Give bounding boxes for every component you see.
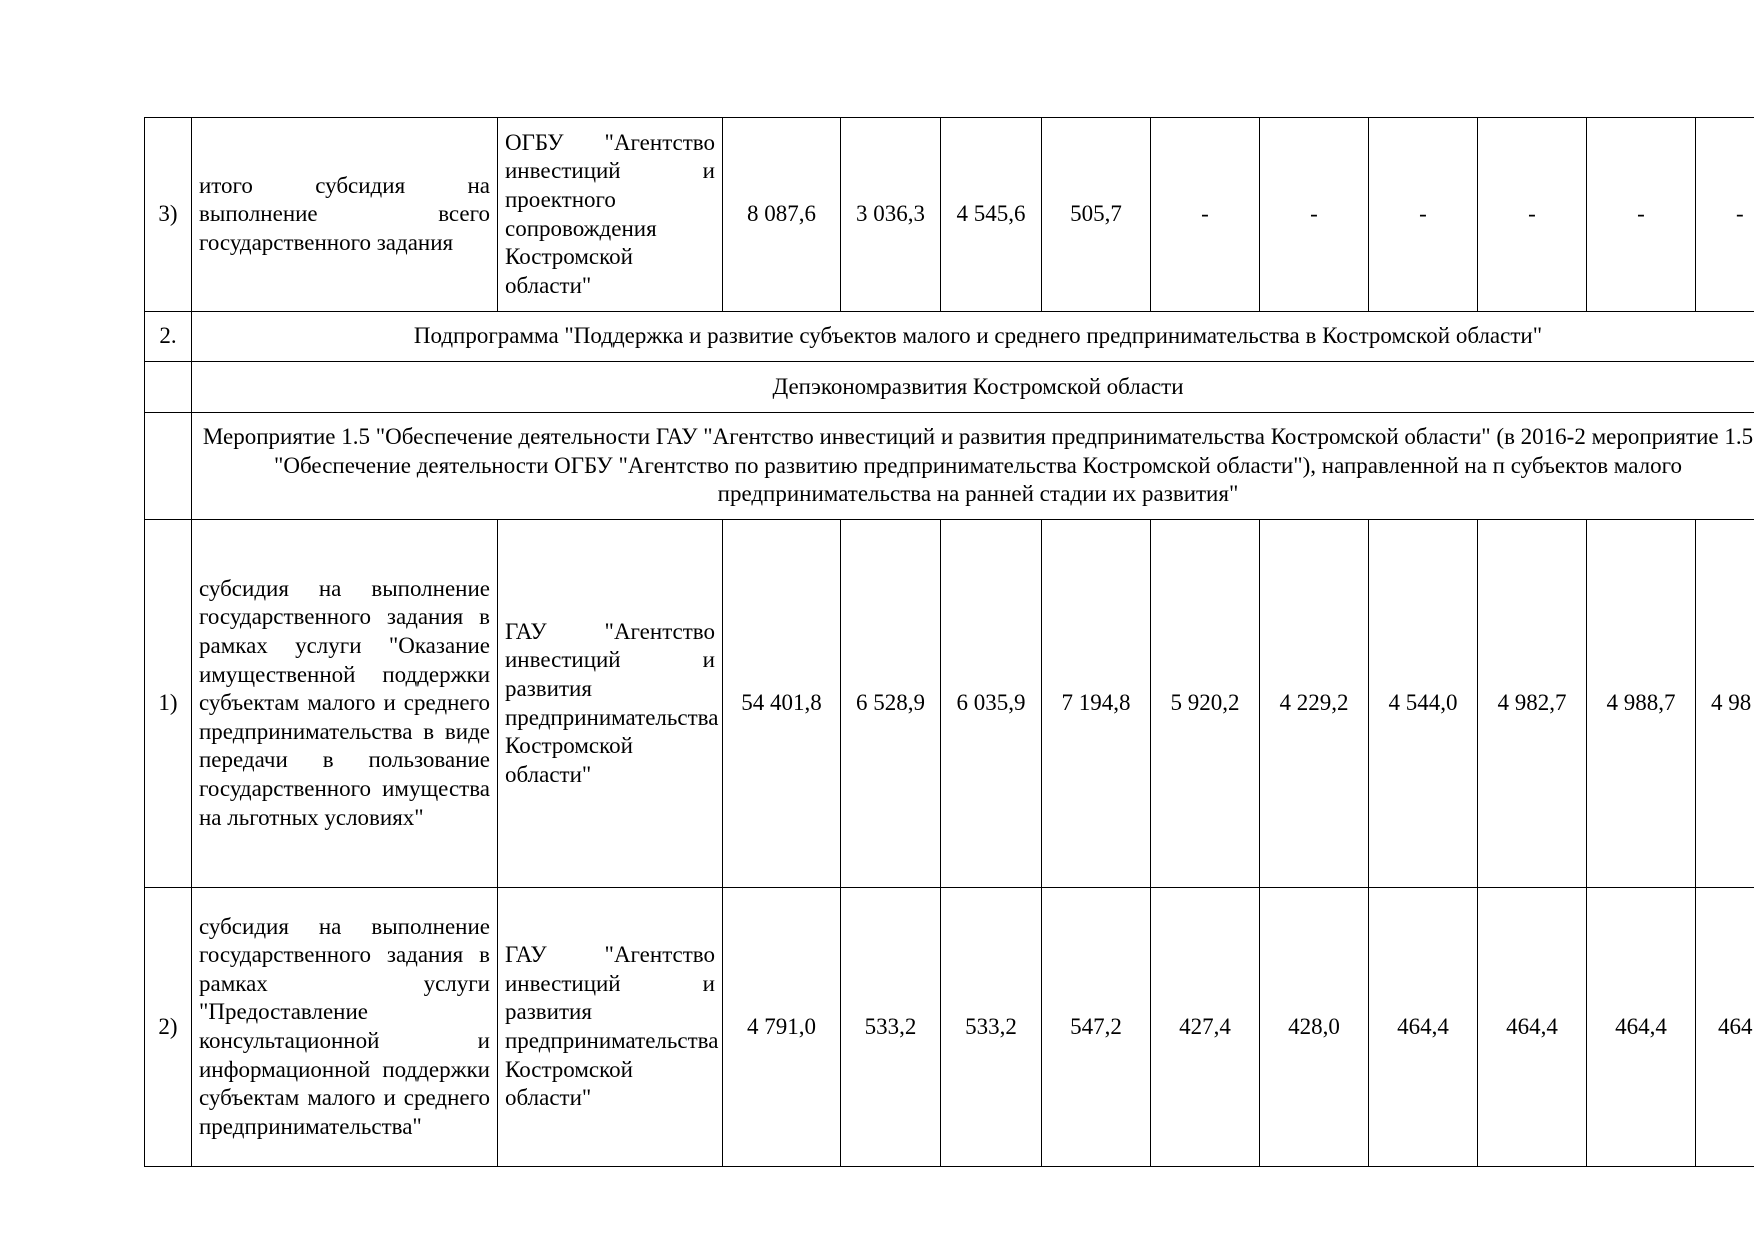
department-cell <box>192 362 1754 413</box>
table-row <box>145 520 1754 888</box>
value-cell: - <box>1151 118 1260 312</box>
value-cell: 4 229,2 <box>1260 520 1369 888</box>
value-cell: 7 194,8 <box>1042 520 1151 888</box>
value-cell: - <box>1587 118 1696 312</box>
value-cell: - <box>1478 118 1587 312</box>
subprogram-title: Подпрограмма "Поддержка и развитие субъектов малого и среднего предпринимательства в Костромской области" <box>413 323 1543 349</box>
value-cell: 4 545,6 <box>941 118 1042 312</box>
value-cell: - <box>1260 118 1369 312</box>
value-cell: 464,4 <box>1587 888 1696 1167</box>
value-cell: 533,2 <box>841 888 941 1167</box>
measure-title: Мероприятие 1.5 "Обеспечение деятельности ГАУ "Агентство инвестиций и развития предпринимательства Костромской области" (в 2016-2 мероприятие 1.5 "Обеспечение деятельности ОГБУ "Агентство по развитию предпринимательства Костромской области"), направленной на п субъектов малого предпринимательства на ранней стадии их развития" <box>202 424 1754 507</box>
value-cell: - <box>1696 118 1754 312</box>
value-cell: 4 988,7 <box>1587 520 1696 888</box>
value-cell: 6 528,9 <box>841 520 941 888</box>
department-title: Депэкономразвития Костромской области <box>772 373 1184 399</box>
row-description: субсидия на выполнение государственного задания в рамках услуги "Оказание имущественной поддержки субъектам малого и среднего предпринимательства в виде передачи в пользование государственного имущества на льготных условиях" <box>192 520 498 888</box>
measure-cell <box>192 413 1754 520</box>
row-index: 2) <box>145 888 192 1167</box>
row-index <box>145 362 192 413</box>
table-row <box>145 118 1754 312</box>
value-cell: 428,0 <box>1260 888 1369 1167</box>
value-cell: 4 982,7 <box>1478 520 1587 888</box>
value-cell: 6 035,9 <box>941 520 1042 888</box>
value-cell: - <box>1369 118 1478 312</box>
row-index: 2. <box>145 312 192 362</box>
value-cell: 533,2 <box>941 888 1042 1167</box>
row-executor: ГАУ "Агентство инвестиций и развития предпринимательства Костромской области" <box>498 888 723 1167</box>
budget-table <box>144 117 1754 1167</box>
value-cell: 4 544,0 <box>1369 520 1478 888</box>
row-index: 1) <box>145 520 192 888</box>
subprogram-title-cell <box>192 312 1754 362</box>
row-executor: ГАУ "Агентство инвестиций и развития предпринимательства Костромской области" <box>498 520 723 888</box>
value-cell: 547,2 <box>1042 888 1151 1167</box>
value-cell: 464,4 <box>1478 888 1587 1167</box>
value-cell: 8 087,6 <box>723 118 841 312</box>
value-cell: 505,7 <box>1042 118 1151 312</box>
value-cell: 3 036,3 <box>841 118 941 312</box>
value-cell: 54 401,8 <box>723 520 841 888</box>
value-cell: 464 <box>1696 888 1754 1167</box>
table-row <box>145 413 1754 520</box>
row-index <box>145 413 192 520</box>
table-row <box>145 888 1754 1167</box>
table-row <box>145 362 1754 413</box>
value-cell: 4 791,0 <box>723 888 841 1167</box>
table-row <box>145 312 1754 362</box>
row-description: итого субсидия на выполнение всего государственного задания <box>192 118 498 312</box>
row-index: 3) <box>145 118 192 312</box>
value-cell: 5 920,2 <box>1151 520 1260 888</box>
value-cell: 464,4 <box>1369 888 1478 1167</box>
value-cell: 427,4 <box>1151 888 1260 1167</box>
row-description: субсидия на выполнение государственного задания в рамках услуги "Предоставление консультационной и информационной поддержки субъектам малого и среднего предпринимательства" <box>192 888 498 1167</box>
value-cell: 4 98 <box>1696 520 1754 888</box>
row-executor: ОГБУ "Агентство инвестиций и проектного сопровождения Костромской области" <box>498 118 723 312</box>
